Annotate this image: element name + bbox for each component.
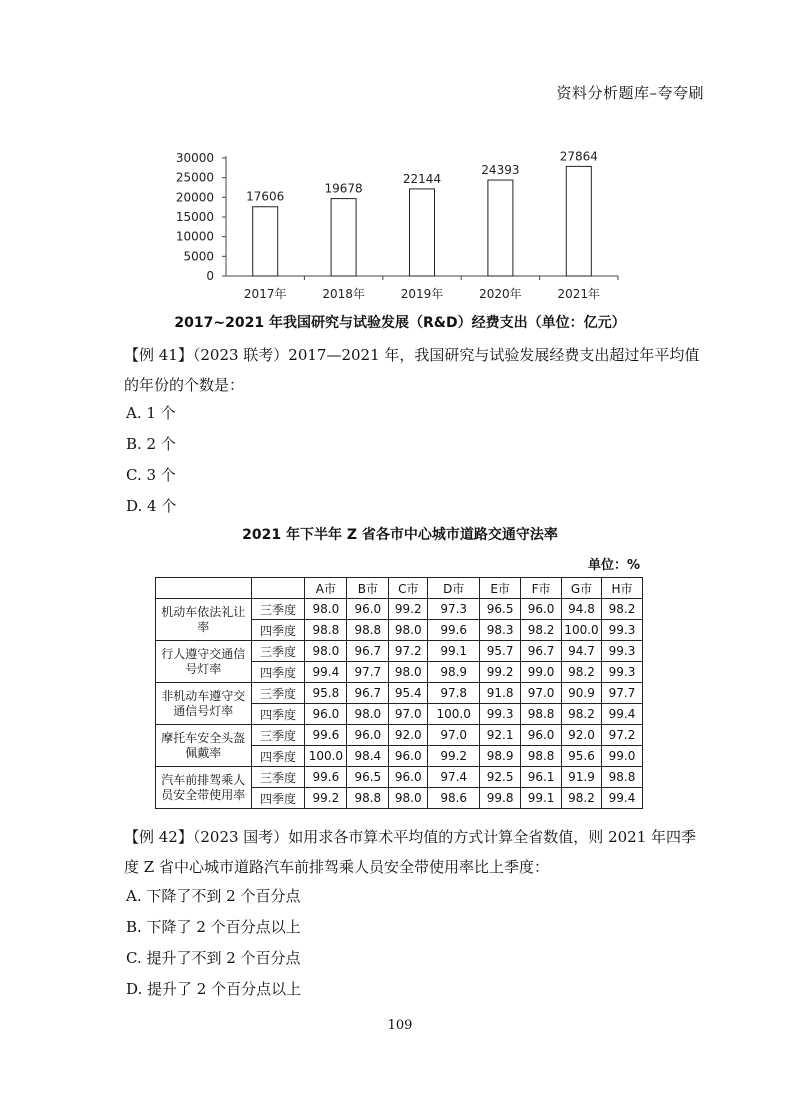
x-tick-label: 2021年 xyxy=(557,287,601,301)
table-cell: 99.3 xyxy=(602,641,643,662)
bar xyxy=(331,199,356,276)
table-cell: 96.5 xyxy=(480,599,521,620)
table-header-row xyxy=(156,578,643,599)
table-cell: 97.4 xyxy=(428,767,480,788)
table-row xyxy=(156,599,643,620)
table-title: 2021 年下半年 Z 省各市中心城市道路交通守法率 xyxy=(242,527,558,543)
table-cell: 99.3 xyxy=(602,620,643,641)
table-cell: 98.8 xyxy=(305,620,347,641)
quarter-label: 四季度 xyxy=(251,788,305,809)
y-tick-label: 5000 xyxy=(183,249,214,264)
table-cell: 99.2 xyxy=(480,662,521,683)
x-tick-label: 2018年 xyxy=(322,287,365,301)
table-cell: 98.3 xyxy=(480,620,521,641)
table-cell: 99.1 xyxy=(428,641,480,662)
table-cell: 99.4 xyxy=(602,704,643,725)
table-cell: 98.9 xyxy=(428,662,480,683)
table-cell: 98.4 xyxy=(347,746,389,767)
q42-option-d[interactable]: D. 提升了 2 个百分点以上 xyxy=(126,980,302,998)
table-cell: 97.8 xyxy=(428,683,480,704)
table-cell: 97.2 xyxy=(389,641,428,662)
quarter-label: 三季度 xyxy=(251,683,305,704)
rd-expenditure-chart xyxy=(170,148,630,308)
quarter-label: 三季度 xyxy=(251,599,305,620)
column-header: A市 xyxy=(305,578,347,599)
table-cell: 98.2 xyxy=(562,788,602,809)
header-blank xyxy=(156,578,252,599)
q41-option-b[interactable]: B. 2 个 xyxy=(126,435,176,453)
page-number: 109 xyxy=(387,1018,413,1033)
table-cell: 94.8 xyxy=(562,599,602,620)
table-cell: 100.0 xyxy=(428,704,480,725)
table-cell: 98.0 xyxy=(389,620,428,641)
table-cell: 99.6 xyxy=(428,620,480,641)
table-row xyxy=(156,683,643,704)
table-cell: 97.2 xyxy=(602,725,643,746)
table-cell: 98.0 xyxy=(347,704,389,725)
table-cell: 98.9 xyxy=(480,746,521,767)
column-header: D市 xyxy=(428,578,480,599)
table-cell: 94.7 xyxy=(562,641,602,662)
table-cell: 92.1 xyxy=(480,725,521,746)
table-cell: 98.2 xyxy=(521,620,562,641)
table-cell: 97.3 xyxy=(428,599,480,620)
table-cell: 96.0 xyxy=(347,725,389,746)
table-cell: 92.0 xyxy=(389,725,428,746)
table-row xyxy=(156,641,643,662)
table-cell: 96.7 xyxy=(347,683,389,704)
table-cell: 99.4 xyxy=(305,662,347,683)
table-cell: 98.0 xyxy=(305,599,347,620)
table-cell: 96.7 xyxy=(521,641,562,662)
column-header: B市 xyxy=(347,578,389,599)
table-cell: 99.2 xyxy=(305,788,347,809)
indicator-label: 机动车依法礼让率 xyxy=(156,599,252,641)
table-unit: 单位：% xyxy=(587,558,640,573)
q41-option-c[interactable]: C. 3 个 xyxy=(126,466,176,484)
table-cell: 100.0 xyxy=(562,620,602,641)
column-header: G市 xyxy=(562,578,602,599)
table-cell: 96.0 xyxy=(389,746,428,767)
table-cell: 98.8 xyxy=(521,704,562,725)
table-cell: 98.6 xyxy=(428,788,480,809)
data-label: 19678 xyxy=(324,181,363,196)
quarter-label: 四季度 xyxy=(251,662,305,683)
q42-option-b[interactable]: B. 下降了 2 个百分点以上 xyxy=(126,918,301,936)
table-cell: 98.8 xyxy=(602,767,643,788)
q42-option-c[interactable]: C. 提升了不到 2 个百分点 xyxy=(126,949,301,967)
table-cell: 99.4 xyxy=(602,788,643,809)
table-cell: 99.1 xyxy=(521,788,562,809)
compliance-table xyxy=(155,577,643,809)
table-cell: 97.0 xyxy=(428,725,480,746)
table-cell: 91.8 xyxy=(480,683,521,704)
table-cell: 96.0 xyxy=(521,725,562,746)
table-cell: 97.0 xyxy=(521,683,562,704)
table-cell: 96.7 xyxy=(347,641,389,662)
column-header: C市 xyxy=(389,578,428,599)
table-cell: 98.0 xyxy=(389,662,428,683)
table-cell: 98.0 xyxy=(389,788,428,809)
table-cell: 91.9 xyxy=(562,767,602,788)
data-label: 24393 xyxy=(481,163,520,178)
table-cell: 95.6 xyxy=(562,746,602,767)
table-cell: 96.0 xyxy=(521,599,562,620)
table-cell: 98.2 xyxy=(562,662,602,683)
table-cell: 96.1 xyxy=(521,767,562,788)
y-tick-label: 20000 xyxy=(175,190,214,205)
x-tick-label: 2017年 xyxy=(243,287,287,301)
table-cell: 99.2 xyxy=(389,599,428,620)
data-label: 17606 xyxy=(246,189,285,204)
table-row xyxy=(156,767,643,788)
quarter-label: 三季度 xyxy=(251,725,305,746)
header-blank xyxy=(251,578,305,599)
bar xyxy=(253,207,278,276)
table-cell: 99.6 xyxy=(305,725,347,746)
column-header: H市 xyxy=(602,578,643,599)
table-cell: 99.2 xyxy=(428,746,480,767)
bar xyxy=(410,189,435,276)
q41-option-a[interactable]: A. 1 个 xyxy=(126,404,176,422)
table-cell: 96.0 xyxy=(347,599,389,620)
chart-caption: 2017~2021 年我国研究与试验发展（R&D）经费支出（单位：亿元） xyxy=(174,315,626,331)
table-cell: 96.0 xyxy=(305,704,347,725)
y-tick-label: 10000 xyxy=(175,229,214,244)
indicator-label: 汽车前排驾乘人员安全带使用率 xyxy=(156,767,252,809)
table-cell: 99.3 xyxy=(602,662,643,683)
data-label: 27864 xyxy=(559,149,598,164)
table-cell: 97.0 xyxy=(389,704,428,725)
table-row xyxy=(156,725,643,746)
table-cell: 95.4 xyxy=(389,683,428,704)
y-tick-label: 25000 xyxy=(175,170,214,185)
q41-option-d[interactable]: D. 4 个 xyxy=(126,497,177,515)
quarter-label: 四季度 xyxy=(251,620,305,641)
data-label: 22144 xyxy=(402,171,442,186)
table-cell: 98.2 xyxy=(602,599,643,620)
table-cell: 98.0 xyxy=(305,641,347,662)
x-tick-label: 2019年 xyxy=(400,287,444,301)
quarter-label: 三季度 xyxy=(251,641,305,662)
column-header: F市 xyxy=(521,578,562,599)
column-header: E市 xyxy=(480,578,521,599)
table-cell: 95.7 xyxy=(480,641,521,662)
quarter-label: 四季度 xyxy=(251,704,305,725)
y-tick-label: 0 xyxy=(206,269,214,283)
quarter-label: 三季度 xyxy=(251,767,305,788)
table-cell: 98.8 xyxy=(347,620,389,641)
chart-svg xyxy=(170,148,630,308)
table-cell: 99.6 xyxy=(305,767,347,788)
indicator-label: 非机动车遵守交通信号灯率 xyxy=(156,683,252,725)
question-42-text: 【例 42】（2023 国考）如用求各市算术平均值的方式计算全省数值，则 2021 年四季度 Z 省中心城市道路汽车前排驾乘人员安全带使用率比上季度： xyxy=(124,828,697,876)
bar xyxy=(488,180,513,276)
table-cell: 97.7 xyxy=(347,662,389,683)
table-cell: 99.8 xyxy=(480,788,521,809)
q42-option-a[interactable]: A. 下降了不到 2 个百分点 xyxy=(126,887,301,905)
y-tick-label: 15000 xyxy=(175,210,214,224)
table-cell: 99.0 xyxy=(521,662,562,683)
page-header: 资料分析题库–夸夸刷 xyxy=(556,84,704,102)
question-41-text: 【例 41】（2023 联考）2017—2021 年，我国研究与试验发展经费支出超过年平均值的年份的个数是： xyxy=(124,346,700,394)
table-cell: 97.7 xyxy=(602,683,643,704)
table-cell: 92.0 xyxy=(562,725,602,746)
table-cell: 99.3 xyxy=(480,704,521,725)
table-cell: 98.2 xyxy=(562,704,602,725)
table-cell: 96.0 xyxy=(389,767,428,788)
indicator-label: 摩托车安全头盔佩戴率 xyxy=(156,725,252,767)
table-cell: 98.8 xyxy=(521,746,562,767)
bar xyxy=(566,166,591,276)
y-tick-label: 30000 xyxy=(175,151,214,165)
table-cell: 90.9 xyxy=(562,683,602,704)
table-cell: 98.8 xyxy=(347,788,389,809)
table-cell: 96.5 xyxy=(347,767,389,788)
indicator-label: 行人遵守交通信号灯率 xyxy=(156,641,252,683)
x-tick-label: 2020年 xyxy=(479,287,522,301)
table-cell: 95.8 xyxy=(305,683,347,704)
table-cell: 100.0 xyxy=(305,746,347,767)
table-cell: 99.0 xyxy=(602,746,643,767)
quarter-label: 四季度 xyxy=(251,746,305,767)
table-cell: 92.5 xyxy=(480,767,521,788)
